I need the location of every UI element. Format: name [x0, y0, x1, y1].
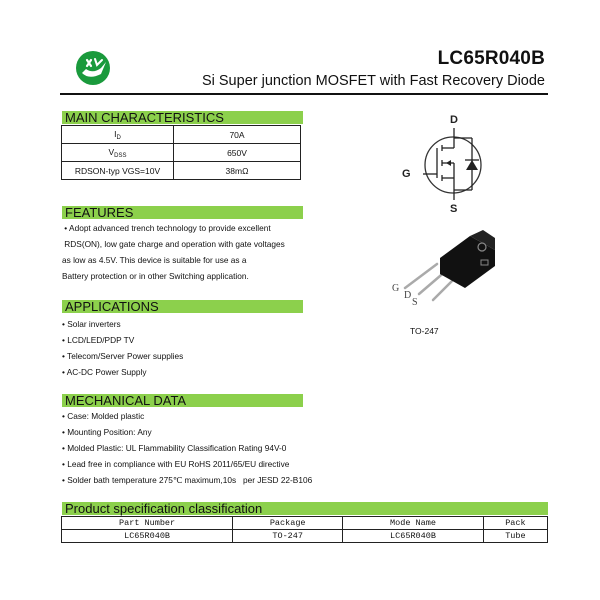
- list-item: • Lead free in compliance with EU RoHS 2011/65/EU directive: [62, 459, 290, 469]
- source-label: S: [450, 203, 458, 213]
- feature-line: RDS(ON), low gate charge and operation with gate voltages: [62, 239, 285, 249]
- feature-line: as low as 4.5V. This device is suitable for use as a: [62, 255, 247, 265]
- list-item: • LCD/LED/PDP TV: [62, 335, 135, 345]
- main-characteristics-table: [61, 125, 301, 180]
- table-row: [62, 126, 301, 144]
- table-header-row: [62, 517, 548, 530]
- param-label: I: [114, 128, 117, 139]
- list-item: • Solder bath temperature 275℃ maximum,10s per JESD 22-B106: [62, 475, 313, 485]
- feature-line: • Adopt advanced trench technology to provide excellent: [62, 223, 271, 233]
- features-text: [62, 220, 342, 284]
- diode-icon: [466, 160, 478, 170]
- company-logo: [75, 50, 111, 86]
- param-cell: [62, 144, 174, 162]
- gate-label: G: [402, 168, 411, 180]
- main-characteristics-heading: MAIN CHARACTERISTICS: [62, 111, 303, 124]
- table-row: [62, 530, 548, 543]
- part-number-title: LC65R040B: [437, 48, 545, 69]
- feature-line: Battery protection or in other Switching application.: [62, 271, 249, 281]
- drain-label: D: [450, 114, 458, 126]
- list-item: • Solar inverters: [62, 319, 121, 329]
- mechanical-data-list: [62, 408, 312, 488]
- features-heading: FEATURES: [62, 206, 303, 219]
- list-item: • Telecom/Server Power supplies: [62, 351, 184, 361]
- param-subscript: DSS: [114, 152, 127, 159]
- table-cell: Tube: [483, 530, 547, 543]
- column-header: Package: [233, 517, 343, 530]
- table-cell: TO-247: [233, 530, 343, 543]
- pin-g-label: G: [392, 283, 400, 294]
- value-cell: 70A: [174, 126, 301, 144]
- list-item: • Case: Molded plastic: [62, 411, 145, 421]
- list-item: • Mounting Position: Any: [62, 427, 152, 437]
- table-cell: LC65R040B: [343, 530, 484, 543]
- value-cell: 38mΩ: [174, 162, 301, 180]
- mechanical-data-heading: MECHANICAL DATA: [62, 394, 303, 407]
- product-spec-table: [61, 516, 548, 543]
- package-label: TO-247: [410, 326, 439, 336]
- table-cell: LC65R040B: [62, 530, 233, 543]
- product-subtitle: Si Super junction MOSFET with Fast Recovery Diode: [201, 73, 545, 89]
- param-label: V: [108, 146, 115, 157]
- value-cell: 650V: [174, 144, 301, 162]
- applications-heading: APPLICATIONS: [62, 300, 303, 313]
- list-item: • AC-DC Power Supply: [62, 367, 147, 377]
- arrow-icon: [446, 160, 451, 166]
- table-row: [62, 162, 301, 180]
- mosfet-symbol: [398, 108, 503, 213]
- applications-list: [62, 316, 183, 380]
- product-spec-heading: Product specification classification: [62, 502, 548, 515]
- header-divider: [60, 93, 548, 95]
- column-header: Part Number: [62, 517, 233, 530]
- pin-d-label: D: [404, 290, 412, 301]
- table-row: [62, 144, 301, 162]
- column-header: Pack: [483, 517, 547, 530]
- list-item: • Molded Plastic: UL Flammability Classification Rating 94V-0: [62, 443, 287, 453]
- param-cell: RDSON-typ VGS=10V: [62, 162, 174, 180]
- param-subscript: D: [116, 134, 121, 141]
- param-cell: [62, 126, 174, 144]
- to247-package-image: [385, 228, 495, 318]
- pin-s-label: S: [412, 297, 418, 308]
- column-header: Mode Name: [343, 517, 484, 530]
